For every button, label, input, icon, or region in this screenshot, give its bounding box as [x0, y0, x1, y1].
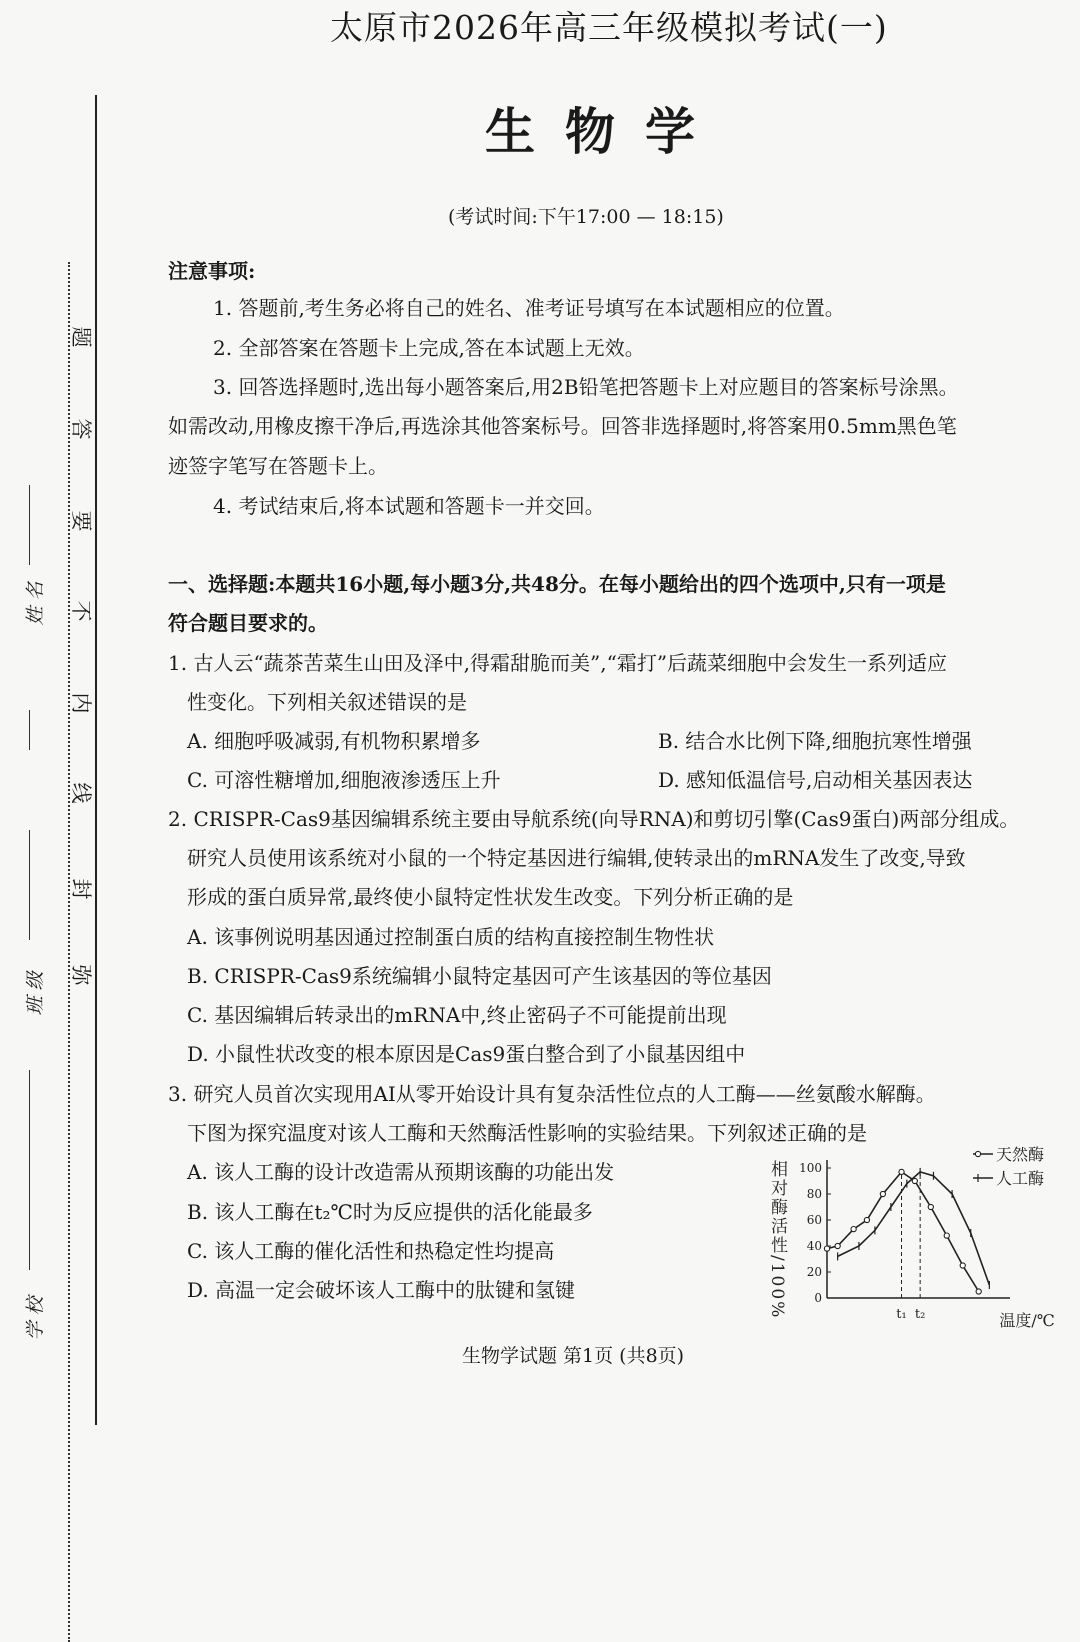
y-tick-label: 40	[806, 1239, 822, 1253]
seal-dotted-line	[68, 262, 70, 1642]
y-tick-label: 60	[806, 1213, 822, 1227]
seal-char: 弥	[69, 964, 93, 986]
legend-label: 人工酶	[996, 1169, 1045, 1188]
q3-option-a: A. 该人工酶的设计改造需从预期该酶的功能出发	[187, 1160, 615, 1184]
note-item: 如需改动,用橡皮擦干净后,再选涂其他答案标号。回答非选择题时,将答案用0.5mm黑色笔	[168, 414, 957, 438]
binding-line	[95, 95, 97, 1425]
question-1-stem: 性变化。下列相关叙述错误的是	[187, 690, 467, 714]
y-tick-label: 20	[806, 1265, 822, 1279]
legend-label: 天然酶	[996, 1145, 1045, 1164]
subject-title: 生物学	[485, 102, 725, 161]
x-tick-label: t₁	[896, 1307, 907, 1322]
question-2-stem: 形成的蛋白质异常,最终使小鼠特定性状发生改变。下列分析正确的是	[187, 885, 794, 909]
question-1-stem: 1. 古人云“蔬茶苦菜生山田及泽中,得霜甜脆而美”,“霜打”后蔬菜细胞中会发生一系列适应	[168, 651, 948, 675]
question-2-stem: 2. CRISPR-Cas9基因编辑系统主要由导航系统(向导RNA)和剪切引擎(Cas9蛋白)两部分组成。	[168, 807, 1020, 831]
note-item: 3. 回答选择题时,选出每小题答案后,用2B铅笔把答题卡上对应题目的答案标号涂黑。	[213, 375, 959, 399]
seal-char: 题	[69, 326, 93, 348]
legend-marker	[975, 1151, 980, 1156]
q3-option-d: D. 高温一定会破坏该人工酶中的肽键和氢键	[187, 1278, 576, 1302]
y-tick-label: 0	[814, 1291, 822, 1305]
name-underline	[29, 485, 30, 565]
data-point	[824, 1246, 829, 1251]
school-label: 学 校	[24, 1296, 47, 1341]
q3-option-b: B. 该人工酶在t₂℃时为反应提供的活化能最多	[187, 1200, 593, 1224]
note-item: 4. 考试结束后,将本试题和答题卡一并交回。	[213, 494, 605, 518]
seal-char: 线	[69, 782, 93, 804]
question-2-stem: 研究人员使用该系统对小鼠的一个特定基因进行编辑,使转录出的mRNA发生了改变,导致	[187, 846, 966, 870]
exam-time: (考试时间:下午17:00 — 18:15)	[448, 206, 724, 228]
name-underline-2	[29, 710, 30, 750]
q1-option-a: A. 细胞呼吸减弱,有机物积累增多	[187, 729, 481, 753]
data-point	[944, 1233, 949, 1238]
seal-char: 要	[69, 510, 93, 532]
x-tick-label: t₂	[914, 1307, 926, 1322]
note-item: 1. 答题前,考生务必将自己的姓名、准考证号填写在本试题相应的位置。	[213, 296, 845, 320]
seal-char: 不	[69, 600, 93, 622]
q3-option-c: C. 该人工酶的催化活性和热稳定性均提高	[187, 1239, 555, 1263]
data-point	[880, 1191, 885, 1196]
data-point	[960, 1263, 965, 1268]
data-point	[835, 1243, 840, 1248]
q1-option-b: B. 结合水比例下降,细胞抗寒性增强	[658, 729, 972, 753]
data-point	[899, 1169, 904, 1174]
section-heading: 符合题目要求的。	[168, 611, 328, 635]
seal-char: 封	[69, 878, 93, 900]
notes-title: 注意事项:	[168, 259, 256, 283]
page-footer: 生物学试题 第1页 (共8页)	[462, 1345, 685, 1367]
data-point	[864, 1217, 869, 1222]
q2-option-b: B. CRISPR-Cas9系统编辑小鼠特定基因可产生该基因的等位基因	[187, 964, 772, 988]
series-line-artificial-enzyme	[838, 1172, 990, 1285]
note-item: 2. 全部答案在答题卡上完成,答在本试题上无效。	[213, 336, 645, 360]
enzyme-activity-chart	[755, 1140, 1065, 1340]
class-label: 班 级	[24, 971, 47, 1016]
q1-option-d: D. 感知低温信号,启动相关基因表达	[658, 768, 973, 792]
section-heading: 一、选择题:本题共16小题,每小题3分,共48分。在每小题给出的四个选项中,只有一项是	[168, 572, 946, 596]
exam-header: 太原市2026年高三年级模拟考试(一)	[330, 8, 888, 47]
q2-option-d: D. 小鼠性状改变的根本原因是Cas9蛋白整合到了小鼠基因组中	[187, 1042, 746, 1066]
q2-option-a: A. 该事例说明基因通过控制蛋白质的结构直接控制生物性状	[187, 925, 715, 949]
data-point	[851, 1227, 856, 1232]
data-point	[976, 1289, 981, 1294]
data-point	[928, 1204, 933, 1209]
seal-char: 内	[69, 692, 93, 714]
x-axis-label: 温度/℃	[999, 1311, 1055, 1330]
school-underline	[29, 1070, 30, 1270]
q2-option-c: C. 基因编辑后转录出的mRNA中,终止密码子不可能提前出现	[187, 1003, 727, 1027]
name-label: 姓 名	[24, 581, 47, 626]
q1-option-c: C. 可溶性糖增加,细胞液渗透压上升	[187, 768, 501, 792]
y-axis-label: 相对酶活性/100%	[767, 1160, 787, 1320]
y-tick-label: 80	[806, 1187, 822, 1201]
question-3-stem: 3. 研究人员首次实现用AI从零开始设计具有复杂活性位点的人工酶——丝氨酸水解酶。	[168, 1082, 936, 1106]
seal-char: 答	[69, 418, 93, 440]
y-tick-label: 100	[799, 1161, 822, 1175]
class-underline	[29, 830, 30, 940]
note-item: 迹签字笔写在答题卡上。	[168, 454, 388, 478]
question-3-stem: 下图为探究温度对该人工酶和天然酶活性影响的实验结果。下列叙述正确的是	[187, 1121, 867, 1145]
